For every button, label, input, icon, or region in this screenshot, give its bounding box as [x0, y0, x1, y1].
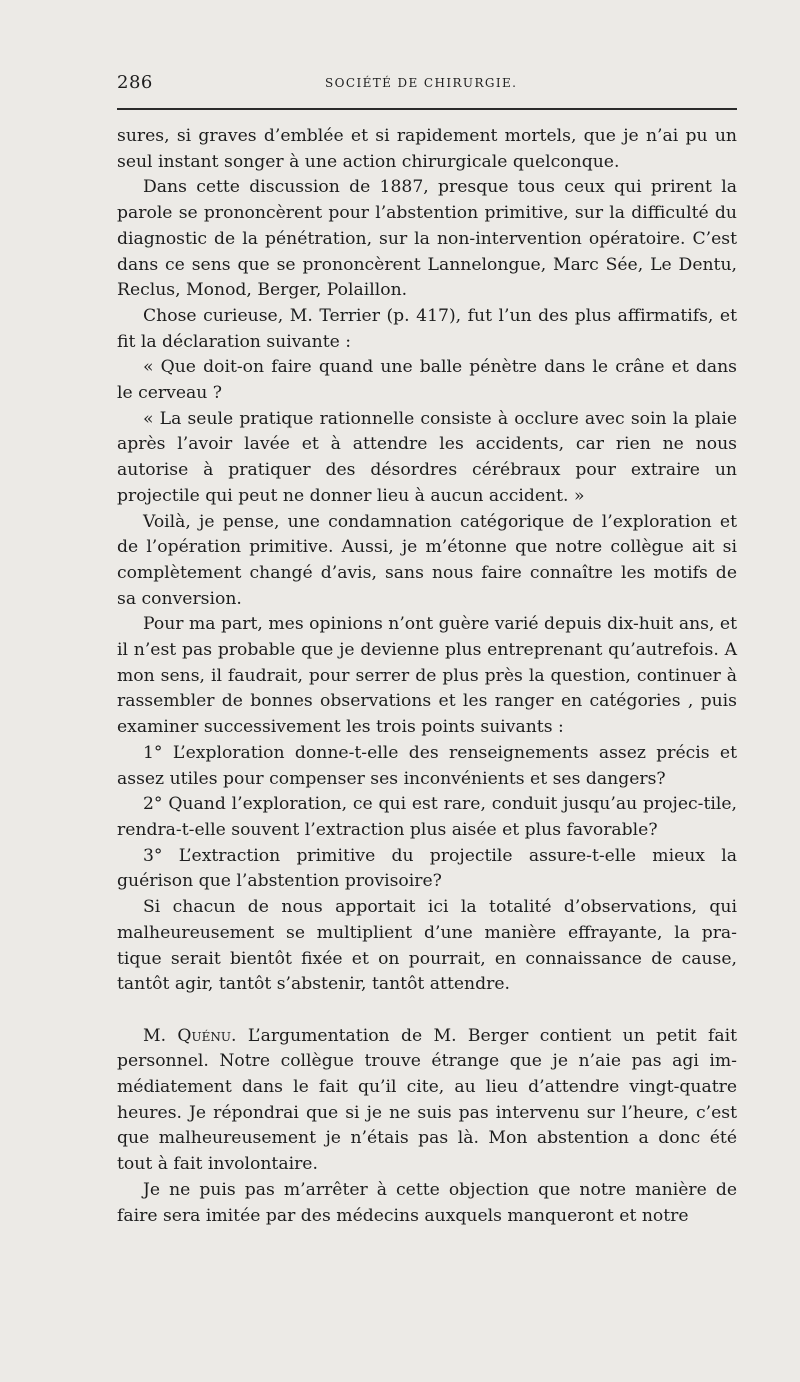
page-header — [117, 72, 737, 102]
paragraph-objection: Je ne puis pas m’arrêter à cette objection que notre manière de faire sera imitée par des médecins auxquels manqueront et notre — [117, 1179, 737, 1226]
paragraph-discussion-1887: Dans cette discussion de 1887, presque tous ceux qui prirent la parole se prononcèrent pour l’abstention primitive, sur la difficulté du diagnostic de la pénétration, sur la non-intervention opératoire. C’est dans ce sens que se prononcèrent Lannelongue, Marc Sée, Le Dentu, Reclus, Monod, Berger, Polaillon. — [117, 177, 737, 301]
header-rule — [117, 108, 737, 110]
paragraph-opinion: Pour ma part, mes opinions n’ont guère varié depuis dix-huit ans, et il n’est pas probable que je devienne plus entreprenant qu’autrefois. A mon sens, il faudrait, pour serrer de plus près la question, continuer à rassembler de bonnes observations et les ranger en catégories , puis examiner successivement les trois points suivants : — [117, 614, 737, 738]
quote-question: « Que doit-on faire quand une balle pénètre dans le crâne et dans le cerveau ? — [117, 357, 737, 404]
body-text — [117, 124, 737, 1229]
paragraph-terrier: Chose curieuse, M. Terrier (p. 417), fut l’un des plus affirmatifs, et fit la déclaration suivante : — [117, 305, 737, 352]
point-3: 3° L’extraction primitive du projectile assure-t-elle mieux la guérison que l’abstention provisoire? — [117, 845, 737, 892]
speaker-name: M. Quénu. — [143, 1025, 237, 1046]
paragraph-continuation: sures, si graves d’emblée et si rapidement mortels, que je n’ai pu un seul instant songer à une action chirurgicale quelconque. — [117, 126, 737, 172]
point-1: 1° L’exploration donne-t-elle des renseignements assez précis et assez utiles pour compenser ses inconvénients et ses dangers? — [117, 742, 737, 789]
paragraph-quenu — [117, 1024, 737, 1178]
running-head: SOCIÉTÉ DE CHIRURGIE. — [325, 76, 518, 90]
page-number: 286 — [117, 72, 153, 93]
quenu-text: L’argumentation de M. Berger contient un petit fait personnel. Notre collègue trouve étrange que je n’aie pas agi im-médiatement dans le fait qu’il cite, au lieu d’attendre vingt-quatre heures. Je répondrai que si je ne suis pas intervenu sur l’heure, c’est que malheureusement je n’étais pas là. Mon abstention a donc été tout à fait involontaire. — [117, 1025, 737, 1175]
quote-answer: « La seule pratique rationnelle consiste à occlure avec soin la plaie après l’avoir lavée et à attendre les accidents, car rien ne nous autorise à pratiquer des désordres cérébraux pour extraire un projectile qui peut ne donner lieu à aucun accident. » — [117, 408, 737, 506]
paragraph-condemnation: Voilà, je pense, une condamnation catégorique de l’exploration et de l’opération primitive. Aussi, je m’étonne que notre collègue ait si complètement changé d’avis, sans nous faire connaître les motifs de sa conversion. — [117, 511, 737, 609]
point-2: 2° Quand l’exploration, ce qui est rare, conduit jusqu’au projec-tile, rendra-t-elle souvent l’extraction plus aisée et plus favorable? — [117, 794, 737, 840]
paragraph-conclusion: Si chacun de nous apportait ici la totalité d’observations, qui malheureusement se multiplient d’une manière effrayante, la pra-tique serait bientôt fixée et on pourrait, en connaissance de cause, tantôt agir, tantôt s’abstenir, tantôt attendre. — [117, 897, 737, 995]
